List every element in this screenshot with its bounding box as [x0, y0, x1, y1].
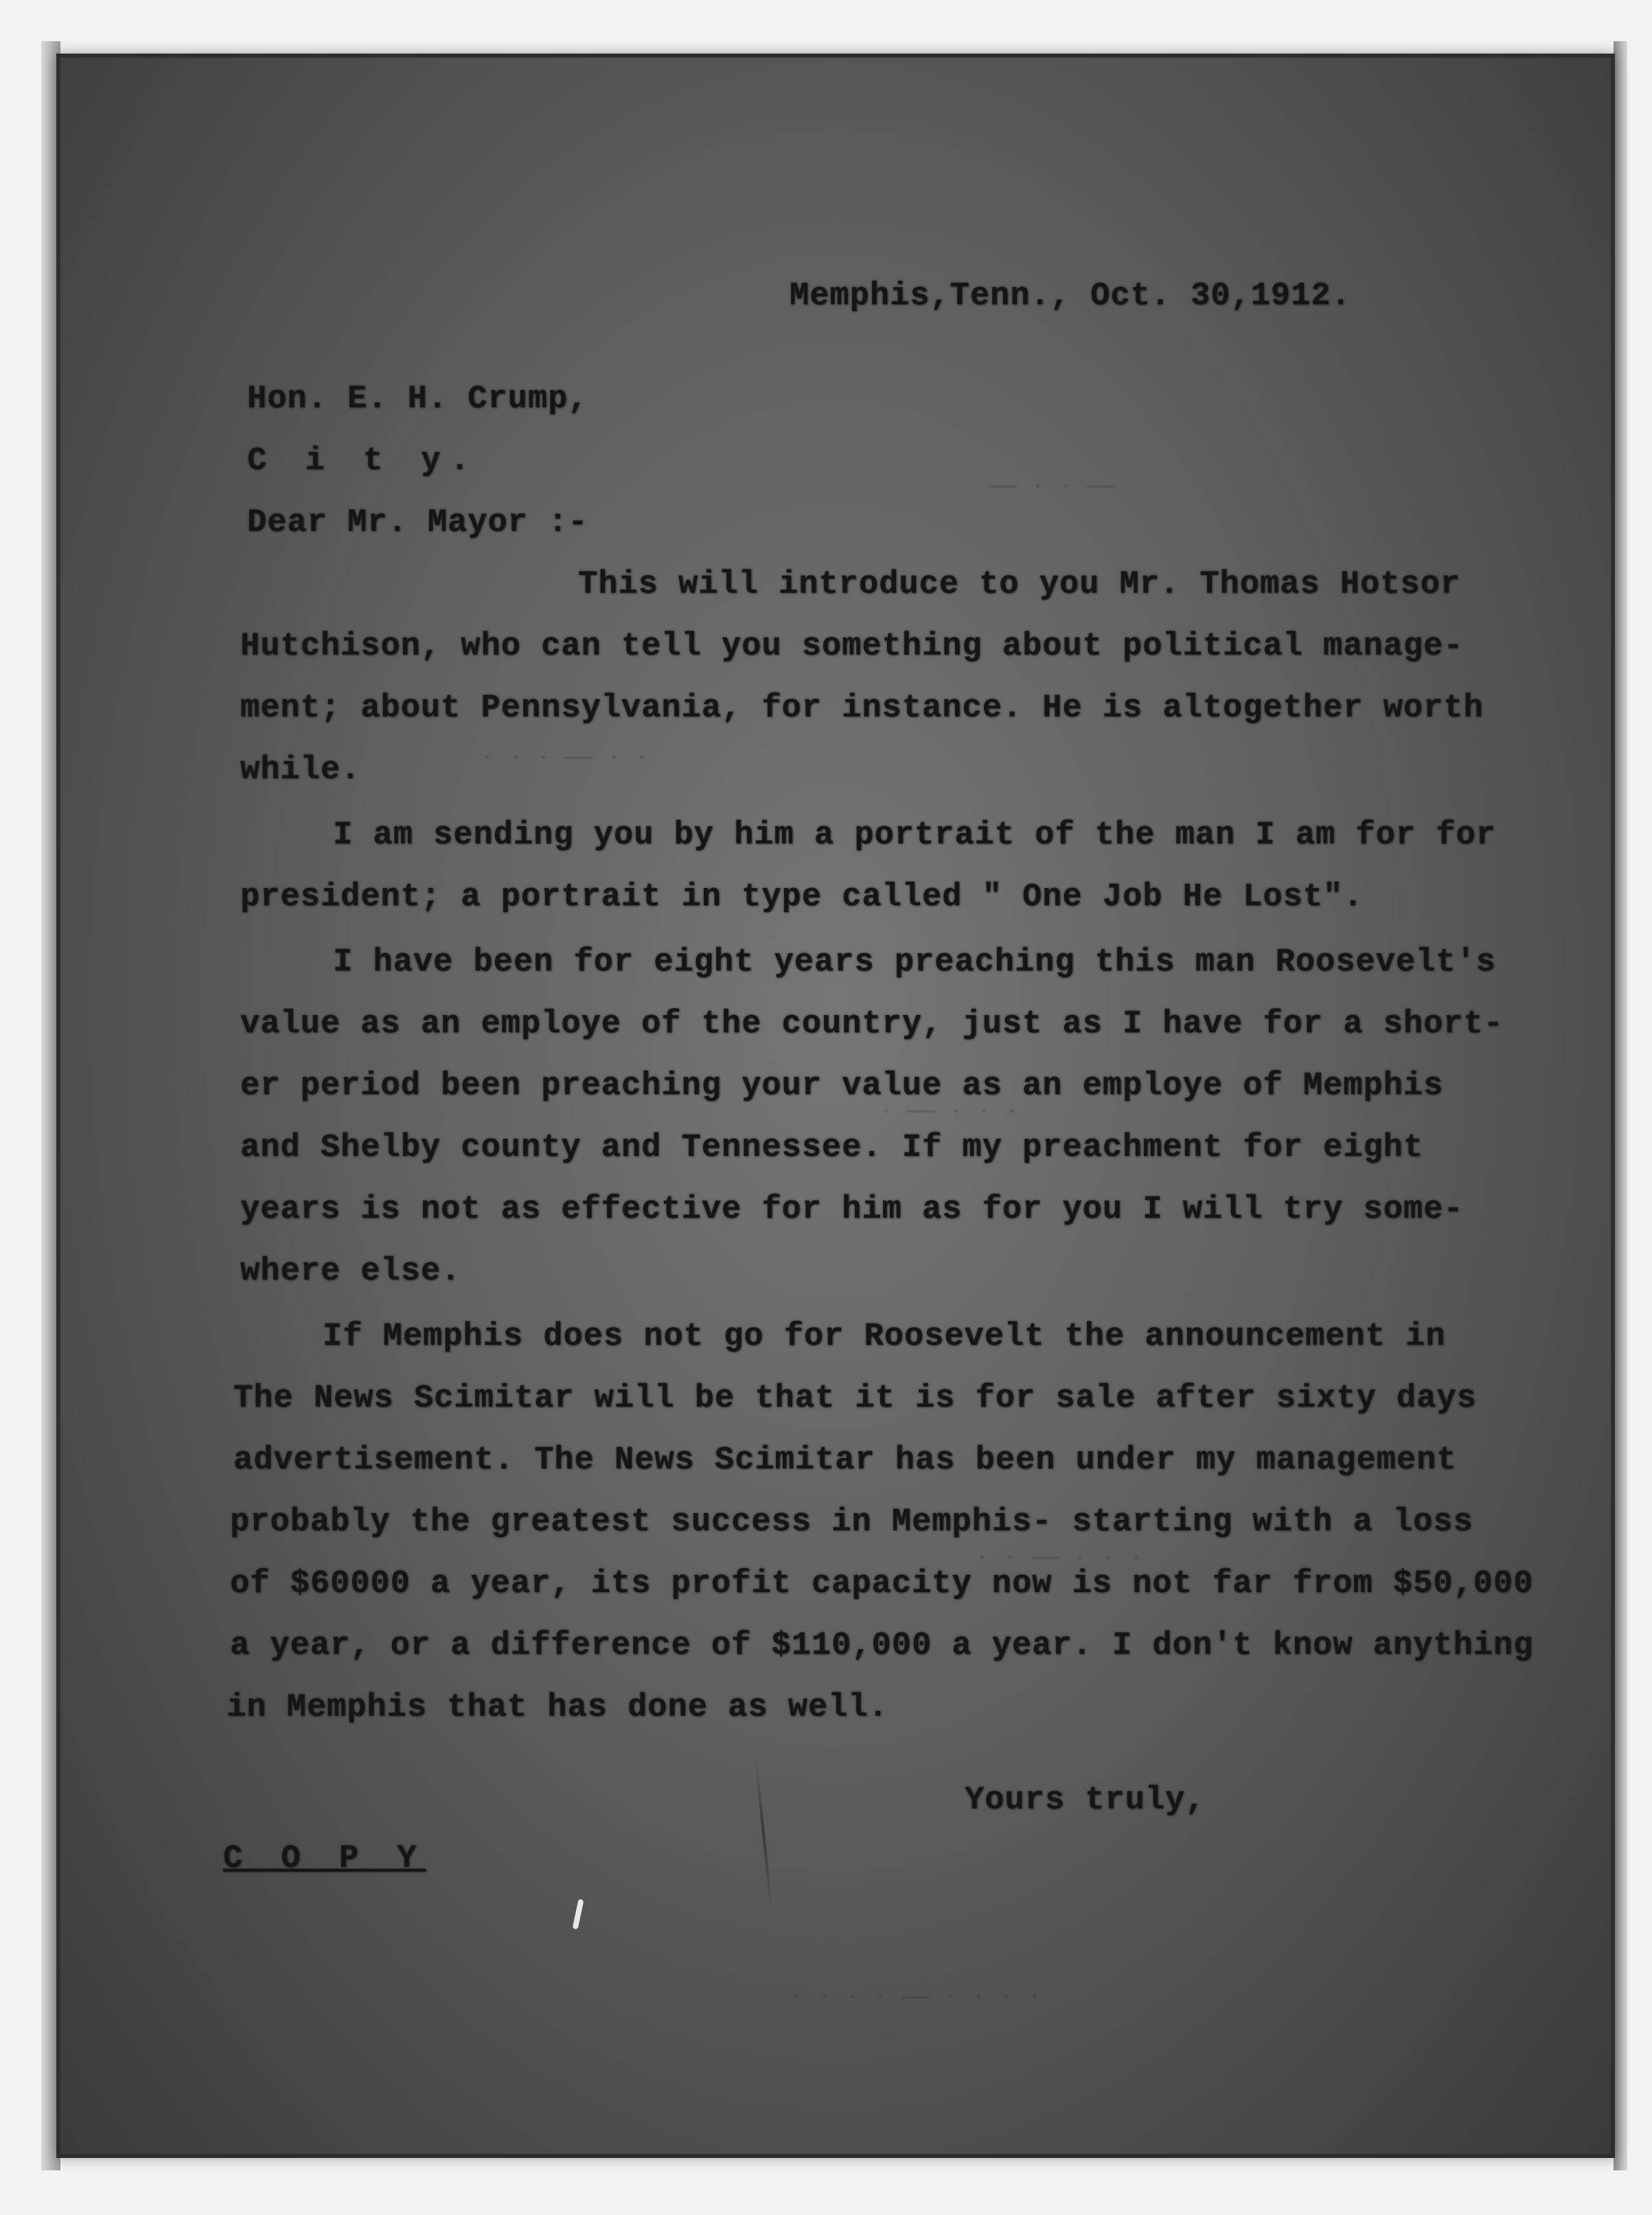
body-line: er period been preaching your value as an employe of Memphis [240, 1068, 1444, 1104]
copy-mark: C O P Y [223, 1841, 426, 1877]
recipient-city: C i t y. [247, 443, 479, 479]
salutation: Dear Mr. Mayor :- [247, 505, 588, 541]
bleed-through-mark: · · · —— · · [481, 745, 649, 771]
scan-edge-right [1614, 41, 1627, 2170]
body-line: I am sending you by him a portrait of the man I am for for [333, 817, 1496, 854]
body-line: ment; about Pennsylvania, for instance. He is altogether worth [240, 690, 1484, 727]
body-line: in Memphis that has done as well. [227, 1690, 888, 1726]
recipient-name: Hon. E. H. Crump, [247, 381, 588, 418]
body-line: If Memphis does not go for Roosevelt the announcement in [323, 1319, 1446, 1355]
bleed-through-mark: · —— · · · [879, 1099, 1020, 1125]
body-line: probably the greatest success in Memphis- starting with a loss [230, 1504, 1473, 1541]
body-line: of $60000 a year, its profit capacity now is not far from $50,000 [230, 1566, 1534, 1602]
bleed-through-mark: · · · · —— · · · · [790, 1985, 1042, 2011]
body-line: where else. [240, 1253, 461, 1290]
body-line: advertisement. The News Scimitar has been under my management [233, 1442, 1457, 1479]
body-line: and Shelby county and Tennessee. If my preachment for eight [240, 1130, 1424, 1166]
body-line: The News Scimitar will be that it is for sale after sixty days [233, 1381, 1477, 1417]
bleed-through-mark: —— · · —— [989, 474, 1115, 500]
body-line: value as an employe of the country, just as I have for a short- [240, 1006, 1504, 1043]
closing: Yours truly, [965, 1782, 1206, 1819]
body-line: Hutchison, who can tell you something about political manage- [240, 628, 1464, 665]
body-line: president; a portrait in type called " One Job He Lost". [240, 879, 1364, 916]
body-line: while. [240, 752, 361, 788]
body-line: a year, or a difference of $110,000 a year. I don't know anything [230, 1628, 1534, 1664]
body-line: years is not as effective for him as for you I will try some- [240, 1192, 1464, 1228]
bleed-through-mark: · · —— · · · [975, 1545, 1143, 1571]
body-line: I have been for eight years preaching this man Roosevelt's [333, 944, 1496, 981]
dateline: Memphis,Tenn., Oct. 30,1912. [790, 278, 1351, 315]
body-line: This will introduce to you Mr. Thomas Hotsor [578, 567, 1461, 603]
